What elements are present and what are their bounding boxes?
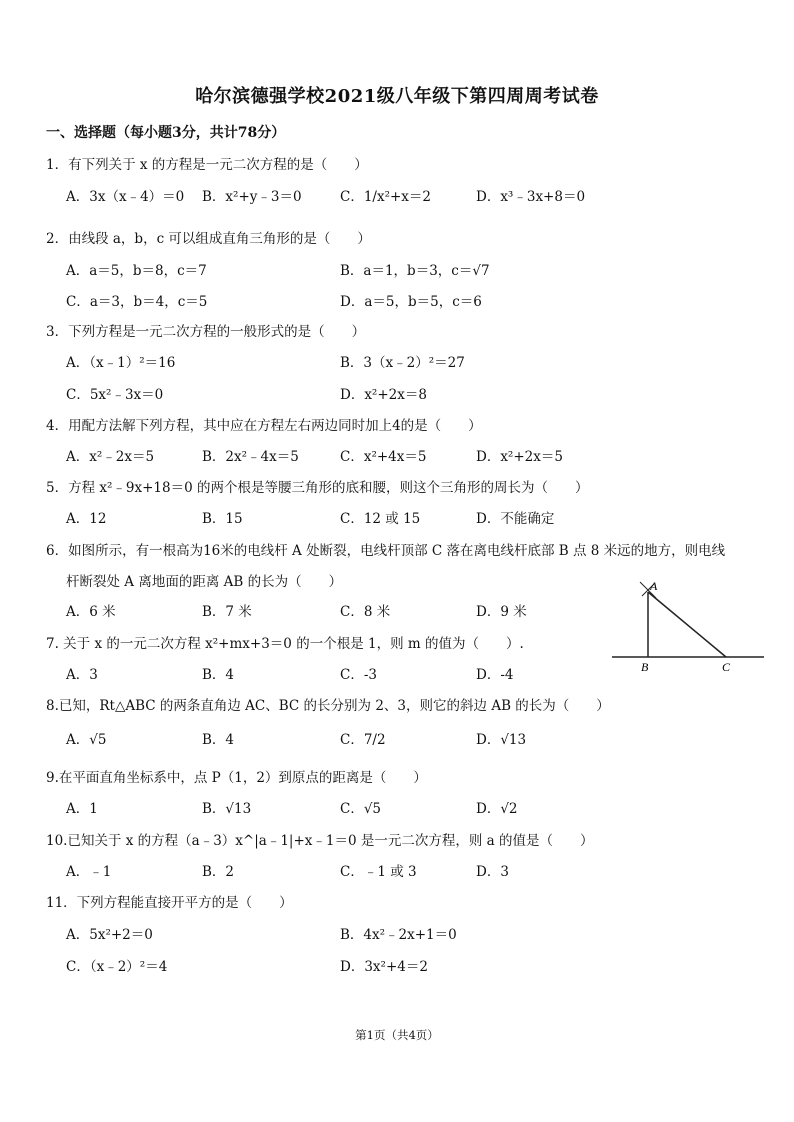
option-b[interactable]: B．4 (202, 732, 235, 748)
question-stem: 4．用配方法解下列方程，其中应在方程左右两边同时加上4的是（ ） (46, 418, 482, 434)
page-title: 哈尔滨德强学校2021级八年级下第四周周考试卷 (195, 86, 599, 107)
option-d[interactable]: D．x³﹣3x+8＝0 (476, 189, 586, 205)
label-a: A (650, 579, 658, 593)
option-b[interactable]: B．√13 (202, 801, 252, 817)
page-footer: 第1页（共4页） (355, 1028, 439, 1042)
option-b[interactable]: B．4 (202, 667, 235, 683)
option-d[interactable]: D．x²+2x＝5 (476, 449, 563, 465)
option-a[interactable]: A．3x（x﹣4）＝0 (66, 189, 185, 205)
option-b[interactable]: B．2 (202, 864, 235, 880)
option-a[interactable]: A．1 (66, 801, 98, 817)
option-c[interactable]: C．√5 (340, 801, 382, 817)
broken-pole-line (648, 592, 726, 657)
option-c[interactable]: C．﹣1 或 3 (340, 864, 417, 880)
option-b[interactable]: B．4x²﹣2x+1＝0 (340, 927, 457, 943)
option-c[interactable]: C．8 米 (340, 604, 391, 620)
label-c: C (722, 660, 731, 674)
option-c[interactable]: C．5x²﹣3x＝0 (66, 387, 164, 403)
option-b[interactable]: B．x²+y﹣3＝0 (202, 189, 302, 205)
question-stem: 10.已知关于 x 的方程（a﹣3）x^|a﹣1|+x﹣1＝0 是一元二次方程，则 a 的值是（ ） (46, 833, 594, 849)
option-d[interactable]: D．x²+2x＝8 (340, 387, 427, 403)
option-d[interactable]: D．-4 (476, 667, 514, 683)
label-b: B (641, 660, 649, 674)
question-stem: 9.在平面直角坐标系中，点 P（1，2）到原点的距离是（ ） (46, 770, 427, 786)
option-a[interactable]: A．√5 (66, 732, 107, 748)
option-d[interactable]: D．不能确定 (476, 511, 555, 527)
option-d[interactable]: D．√13 (476, 732, 527, 748)
option-a[interactable]: A．﹣1 (66, 864, 112, 880)
option-c[interactable]: C．7/2 (340, 732, 386, 748)
option-d[interactable]: D．a＝5，b＝5，c＝6 (340, 294, 482, 310)
option-a[interactable]: A．a＝5，b＝8，c＝7 (66, 263, 207, 279)
option-c[interactable]: C．-3 (340, 667, 377, 683)
option-d[interactable]: D．3x²+4＝2 (340, 959, 428, 975)
option-c[interactable]: C．a＝3，b＝4，c＝5 (66, 294, 208, 310)
option-c[interactable]: C．x²+4x＝5 (340, 449, 427, 465)
question-stem: 3．下列方程是一元二次方程的一般形式的是（ ） (46, 324, 366, 340)
option-a[interactable]: A．（x﹣1）²＝16 (66, 355, 176, 371)
option-d[interactable]: D．√2 (476, 801, 518, 817)
option-d[interactable]: D．9 米 (476, 604, 527, 620)
option-b[interactable]: B．2x²﹣4x＝5 (202, 449, 299, 465)
question-stem: 1．有下列关于 x 的方程是一元二次方程的是（ ） (46, 157, 368, 173)
option-a[interactable]: A．3 (66, 667, 98, 683)
option-c[interactable]: C．12 或 15 (340, 511, 421, 527)
option-a[interactable]: A．12 (66, 511, 107, 527)
option-b[interactable]: B．a＝1，b＝3，c＝√7 (340, 263, 490, 279)
option-a[interactable]: A．x²﹣2x＝5 (66, 449, 155, 465)
triangle-figure (612, 578, 770, 678)
option-d[interactable]: D．3 (476, 864, 509, 880)
question-stem: 8.已知，Rt△ABC 的两条直角边 AC、BC 的长分别为 2、3，则它的斜边 AB 的长为（ ） (46, 698, 610, 714)
question-stem: 7. 关于 x 的一元二次方程 x²+mx+3＝0 的一个根是 1，则 m 的值为（ ）. (46, 636, 524, 652)
option-a[interactable]: A．5x²+2＝0 (66, 927, 153, 943)
section-heading: 一、选择题（每小题3分，共计78分） (46, 125, 286, 141)
option-b[interactable]: B．3（x﹣2）²＝27 (340, 355, 465, 371)
question-stem: 5．方程 x²﹣9x+18＝0 的两个根是等腰三角形的底和腰，则这个三角形的周长为（ ） (46, 480, 589, 496)
option-b[interactable]: B．7 米 (202, 604, 252, 620)
question-stem-continued: 杆断裂处 A 离地面的距离 AB 的长为（ ） (66, 574, 343, 590)
question-stem: 2．由线段 a，b，c 可以组成直角三角形的是（ ） (46, 231, 371, 247)
question-stem: 11．下列方程能直接开平方的是（ ） (46, 895, 293, 911)
option-c[interactable]: C．1/x²+x＝2 (340, 189, 432, 205)
option-b[interactable]: B．15 (202, 511, 243, 527)
option-c[interactable]: C．（x﹣2）²＝4 (66, 959, 168, 975)
question-stem: 6．如图所示，有一根高为16米的电线杆 A 处断裂，电线杆顶部 C 落在离电线杆底部 B 点 8 米远的地方，则电线 (46, 543, 726, 559)
option-a[interactable]: A．6 米 (66, 604, 116, 620)
